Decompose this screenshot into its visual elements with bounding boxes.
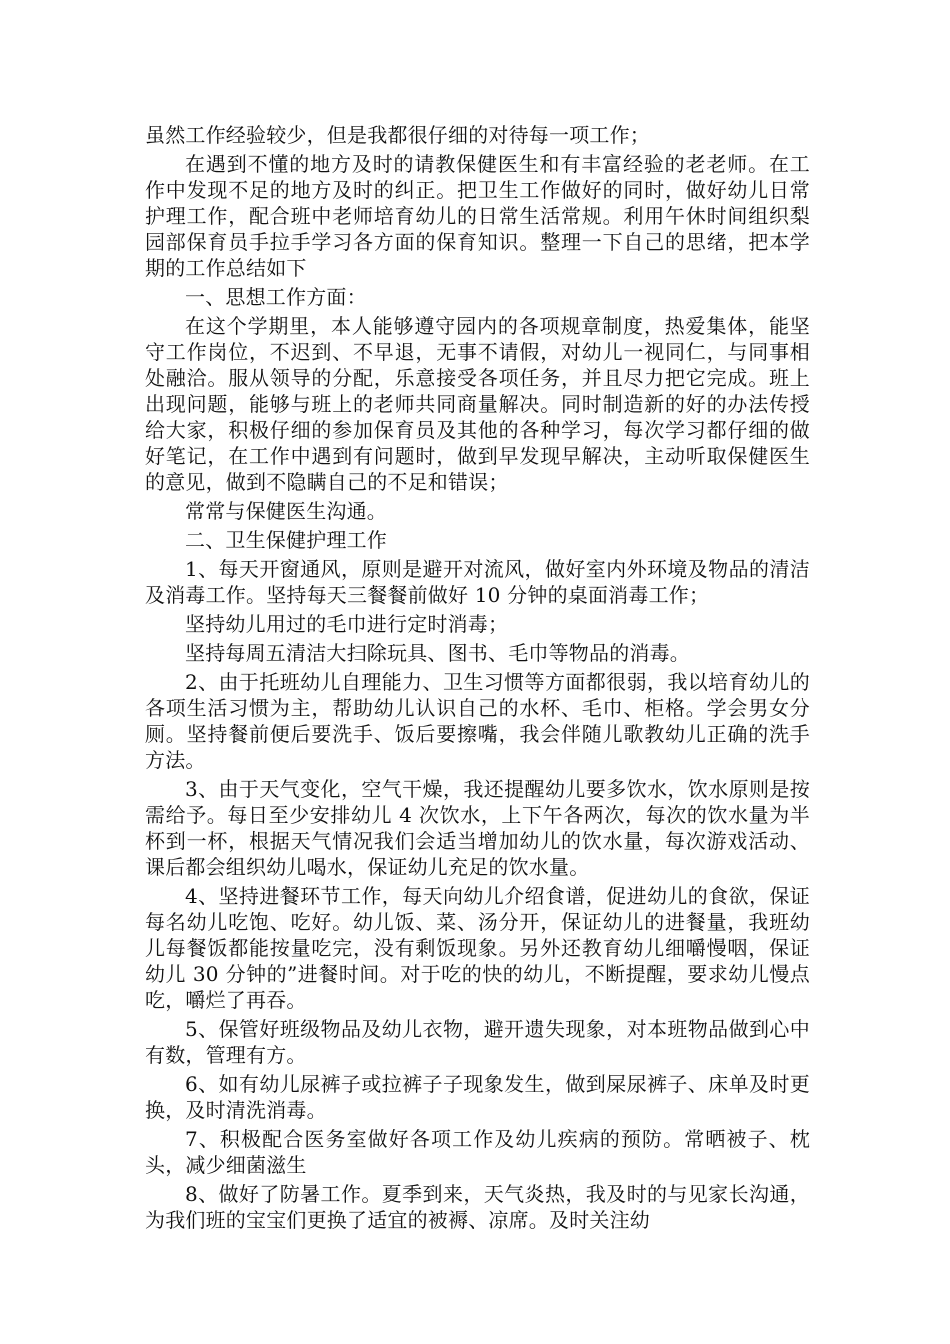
- paragraph-8: 坚持幼儿用过的毛巾进行定时消毒；: [185, 612, 509, 636]
- list-item-7: 7、积极配合医务室做好各项工作及幼儿疾病的预防。常晒被子、枕头，减少细菌滋生: [145, 1127, 810, 1177]
- list-item-3: 3、由于天气变化，空气干燥，我还提醒幼儿要多饮水，饮水原则是按需给予。每日至少安排幼儿 4 次饮水，上下午各两次，每次的饮水量为半杯到一杯，根据天气情况我们会适当增加幼儿的饮水量，每次游戏活动、课后都会组织幼儿喝水，保证幼儿充足的饮水量。: [145, 777, 810, 879]
- paragraph-5: 常常与保健医生沟通。: [185, 499, 387, 523]
- document-page: [145, 122, 810, 1236]
- list-item-4: 4、坚持进餐环节工作，每天向幼儿介绍食谱，促进幼儿的食欲，保证每名幼儿吃饱、吃好。幼儿饭、菜、汤分开，保证幼儿的进餐量，我班幼儿每餐饭都能按量吃完，没有剩饭现象。另外还教育幼儿细嚼慢咽，保证幼儿 30 分钟的”进餐时间。对于吃的快的幼儿，不断提醒，要求幼儿慢点吃，嚼烂了再吞。: [145, 884, 810, 1012]
- paragraph-4: 在这个学期里，本人能够遵守园内的各项规章制度，热爱集体，能坚守工作岗位，不迟到、不早退，无事不请假，对幼儿一视同仁，与同事相处融洽。服从领导的分配，乐意接受各项任务，并且尽力把它完成。班上出现问题，能够与班上的老师共同商量解决。同时制造新的好的办法传授给大家，积极仔细的参加保育员及其他的各种学习，每次学习都仔细的做好笔记，在工作中遇到有问题时，做到早发现早解决，主动听取保健医生的意见，做到不隐瞒自己的不足和错误；: [145, 314, 810, 494]
- list-item-2: 2、由于托班幼儿自理能力、卫生习惯等方面都很弱，我以培育幼儿的各项生活习惯为主，帮助幼儿认识自己的水杯、毛巾、柜格。学会男女分厕。坚持餐前便后要洗手、饭后要擦嘴，我会伴随儿歌教幼儿正确的洗手方法。: [145, 670, 810, 772]
- list-item-1: 1、每天开窗通风，原则是避开对流风，做好室内外环境及物品的清洁及消毒工作。坚持每天三餐餐前做好 10 分钟的桌面消毒工作；: [145, 557, 810, 607]
- list-item-8: 8、做好了防暑工作。夏季到来，天气炎热，我及时的与见家长沟通，为我们班的宝宝们更换了适宜的被褥、凉席。及时关注幼: [145, 1182, 810, 1232]
- paragraph-2: 在遇到不懂的地方及时的请教保健医生和有丰富经验的老老师。在工作中发现不足的地方及时的纠正。把卫生工作做好的同时，做好幼儿日常护理工作，配合班中老师培育幼儿的日常生活常规。利用午休时间组织梨园部保育员手拉手学习各方面的保育知识。整理一下自己的思绪，把本学期的工作总结如下: [145, 152, 810, 280]
- section-heading-hygiene-care: 二、卫生保健护理工作: [185, 528, 387, 552]
- section-heading-thought-work: 一、思想工作方面：: [185, 285, 367, 309]
- list-item-6: 6、如有幼儿尿裤子或拉裤子子现象发生，做到屎尿裤子、床单及时更换，及时清洗消毒。: [145, 1072, 810, 1122]
- list-item-5: 5、保管好班级物品及幼儿衣物，避开遗失现象，对本班物品做到心中有数，管理有方。: [145, 1017, 810, 1067]
- paragraph-9: 坚持每周五清洁大扫除玩具、图书、毛巾等物品的消毒。: [185, 641, 690, 665]
- paragraph-1: 虽然工作经验较少，但是我都很仔细的对待每一项工作；: [145, 123, 650, 147]
